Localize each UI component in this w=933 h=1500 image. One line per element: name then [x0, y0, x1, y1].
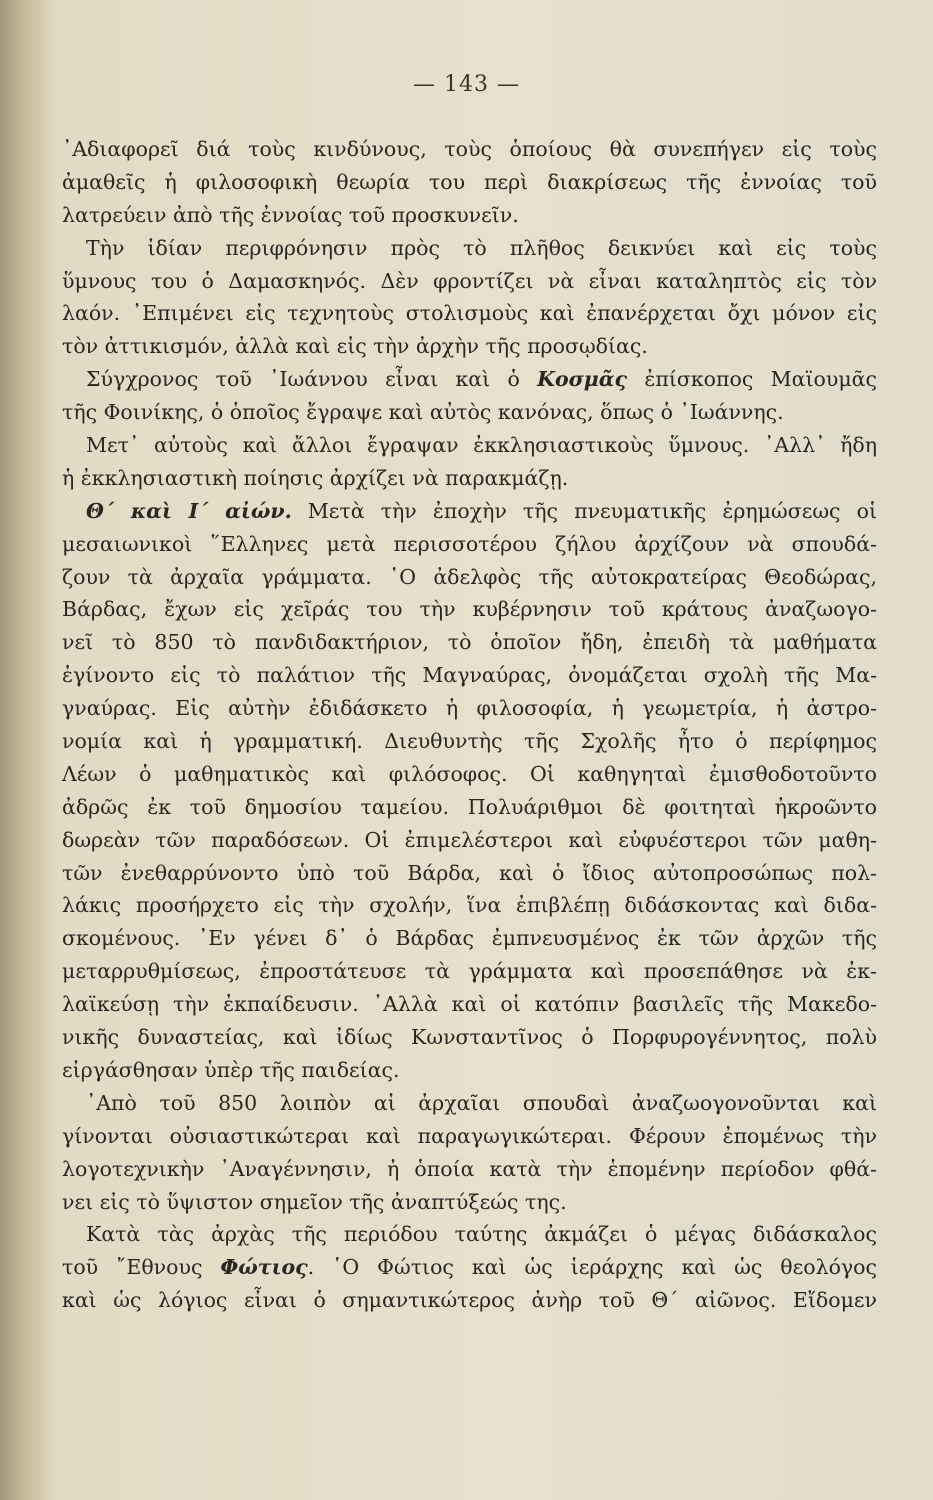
text-line	[62, 429, 877, 462]
text-segment: τὸν ἀττικισμόν, ἀλλὰ καὶ εἰς τὴν ἀρχὴν τῆς προσῳδίας.	[62, 334, 648, 359]
text-segment: τῆς Φοινίκης, ὁ ὁποῖος ἔγραψε καὶ αὐτὸς κανόνας, ὅπως ὁ ᾿Ιωάννης.	[62, 400, 784, 425]
text-segment: καὶ ὡς λόγιος εἶναι ὁ σημαντικώτερος ἀνὴρ τοῦ Θ΄ αἰῶνος. Εἴδομεν	[62, 1288, 877, 1313]
text-line	[62, 659, 877, 692]
text-segment: σκομένους. ᾿Εν γένει δ᾿ ὁ Βάρδας ἐμπνευσμένος ἐκ τῶν ἀρχῶν τῆς	[62, 926, 877, 951]
text-line	[62, 1186, 877, 1219]
text-segment: . ῾Ο Φώτιος καὶ ὡς ἱεράρχης καὶ ὡς θεολόγος	[307, 1255, 877, 1280]
text-segment: λατρεύειν ἀπὸ τῆς ἐννοίας τοῦ προσκυνεῖν.	[62, 202, 519, 227]
text-segment: ὕμνους του ὁ Δαμασκηνός. Δὲν φροντίζει νὰ εἶναι καταληπτὸς εἰς τὸν	[62, 268, 877, 293]
text-segment: λαϊκεύσῃ τὴν ἐκπαίδευσιν. ᾿Αλλὰ καὶ οἱ κατόπιν βασιλεῖς τῆς Μακεδο-	[62, 992, 877, 1017]
text-line	[62, 626, 877, 659]
text-line	[62, 824, 877, 857]
text-line	[62, 1087, 877, 1120]
text-segment: λογοτεχνικὴν ᾿Αναγέννησιν, ἡ ὁποία κατὰ τὴν ἑπομένην περίοδον φθά-	[62, 1156, 877, 1181]
text-line	[62, 528, 877, 561]
text-segment: γίνονται οὐσιαστικώτεραι καὶ παραγωγικώτεραι. Φέρουν ἐπομένως τὴν	[62, 1123, 877, 1148]
text-segment: νομία καὶ ἡ γραμματική. Διευθυντὴς τῆς Σχολῆς ἦτο ὁ περίφημος	[62, 729, 877, 754]
text-segment: μεσαιωνικοὶ ῞Ελληνες μετὰ περισσοτέρου ζήλου ἀρχίζουν νὰ σπουδά-	[62, 531, 877, 556]
text-line	[62, 1021, 877, 1054]
text-segment: μεταρρυθμίσεως, ἐπροστάτευσε τὰ γράμματα καὶ προσεπάθησε νὰ ἐκ-	[62, 959, 877, 984]
text-line	[62, 922, 877, 955]
text-segment: ἀδρῶς ἐκ τοῦ δημοσίου ταμείου. Πολυάριθμοι δὲ φοιτηταὶ ἠκροῶντο	[62, 794, 877, 819]
text-segment: δωρεὰν τῶν παραδόσεων. Οἱ ἐπιμελέστεροι καὶ εὐφυέστεροι τῶν μαθη-	[62, 827, 877, 852]
text-line	[62, 462, 877, 495]
text-line	[62, 133, 877, 166]
text-line	[62, 889, 877, 922]
text-line	[62, 692, 877, 725]
text-line	[62, 725, 877, 758]
text-line	[62, 955, 877, 988]
text-segment: λαόν. ᾿Επιμένει εἰς τεχνητοὺς στολισμοὺς καὶ ἐπανέρχεται ὄχι μόνον εἰς	[62, 301, 877, 326]
text-segment: Βάρδας, ἔχων εἰς χεῖράς του τὴν κυβέρνησιν τοῦ κράτους ἀναζωογο-	[62, 597, 877, 622]
text-segment: τῶν ἐνεθαρρύνοντο ὑπὸ τοῦ Βάρδα, καὶ ὁ ἴδιος αὐτοπροσώπως πολ-	[62, 860, 877, 885]
text-segment: Κατὰ τὰς ἀρχὰς τῆς περιόδου ταύτης ἀκμάζει ὁ μέγας διδάσκαλος	[86, 1222, 877, 1247]
text-line	[62, 166, 877, 199]
text-line	[62, 396, 877, 429]
text-line	[62, 495, 877, 528]
text-segment: ζουν τὰ ἀρχαῖα γράμματα. ῾Ο ἀδελφὸς τῆς αὐτοκρατείρας Θεοδώρας,	[62, 564, 877, 589]
text-segment: νει εἰς τὸ ὕψιστον σημεῖον τῆς ἀναπτύξεώς της.	[62, 1189, 567, 1214]
text-segment: ᾿Απὸ τοῦ 850 λοιπὸν αἱ ἀρχαῖαι σπουδαὶ ἀναζωογονοῦνται καὶ	[86, 1090, 877, 1115]
emphasized-term: Θ΄ καὶ Ι΄ αἰών.	[86, 498, 292, 523]
text-segment: ᾿Αδιαφορεῖ διά τοὺς κινδύνους, τοὺς ὁποίους θὰ συνεπήγεν εἰς τοὺς	[62, 137, 877, 161]
text-line	[62, 1218, 877, 1251]
text-line	[62, 1120, 877, 1153]
text-segment: Τὴν ἰδίαν περιφρόνησιν πρὸς τὸ πλῆθος δεικνύει καὶ εἰς τοὺς	[86, 235, 877, 260]
text-line	[62, 1054, 877, 1087]
text-segment: νεῖ τὸ 850 τὸ πανδιδακτήριον, τὸ ὁποῖον ἤδη, ἐπειδὴ τὰ μαθήματα	[62, 630, 877, 655]
text-line	[62, 857, 877, 890]
emphasized-term: Κοσμᾶς	[537, 367, 628, 392]
text-segment: νικῆς δυναστείας, καὶ ἰδίως Κωνσταντῖνος ὁ Πορφυρογέννητος, πολὺ	[62, 1025, 877, 1050]
text-segment: ἐπίσκοπος Μαϊουμᾶς	[627, 367, 877, 392]
text-segment: ἀμαθεῖς ἡ φιλοσοφικὴ θεωρία του περὶ διακρίσεως τῆς ἐννοίας τοῦ	[62, 169, 877, 194]
text-segment: ἡ ἐκκλησιαστικὴ ποίησις ἀρχίζει νὰ παρακμάζῃ.	[62, 465, 569, 490]
text-line	[62, 1251, 877, 1284]
text-line	[62, 561, 877, 594]
text-line	[62, 297, 877, 330]
text-line	[62, 988, 877, 1021]
text-line	[62, 363, 877, 396]
text-segment: Σύγχρονος τοῦ ᾿Ιωάννου εἶναι καὶ ὁ	[86, 367, 538, 392]
text-line	[62, 330, 877, 363]
text-segment: Μετ᾿ αὐτοὺς καὶ ἄλλοι ἔγραψαν ἐκκλησιαστικοὺς ὕμνους. ᾿Αλλ᾿ ἤδη	[86, 433, 877, 458]
text-segment: γναύρας. Εἰς αὐτὴν ἐδιδάσκετο ἡ φιλοσοφία, ἡ γεωμετρία, ἡ ἀστρο-	[62, 696, 877, 721]
text-segment: ἐγίνοντο εἰς τὸ παλάτιον τῆς Μαγναύρας, ὀνομάζεται σχολὴ τῆς Μα-	[62, 663, 877, 688]
text-line	[62, 265, 877, 298]
body-text	[62, 133, 877, 1317]
text-line	[62, 758, 877, 791]
page-number: — 143 —	[413, 72, 520, 97]
text-line	[62, 1153, 877, 1186]
text-segment: εἰργάσθησαν ὑπὲρ τῆς παιδείας.	[62, 1057, 400, 1082]
text-segment: λάκις προσήρχετο εἰς τὴν σχολήν, ἵνα ἐπιβλέπῃ διδάσκοντας καὶ διδα-	[62, 893, 877, 918]
text-line	[62, 232, 877, 265]
text-segment: Λέων ὁ μαθηματικὸς καὶ φιλόσοφος. Οἱ καθηγηταὶ ἐμισθοδοτοῦντο	[62, 761, 877, 786]
text-segment: Μετὰ τὴν ἐποχὴν τῆς πνευματικῆς ἐρημώσεως οἱ	[291, 498, 877, 523]
text-segment: τοῦ ῎Εθνους	[62, 1255, 221, 1280]
text-line	[62, 1284, 877, 1317]
page-gutter	[0, 0, 48, 1500]
emphasized-term: Φώτιος	[220, 1255, 308, 1280]
text-line	[62, 593, 877, 626]
text-line	[62, 199, 877, 232]
text-line	[62, 791, 877, 824]
